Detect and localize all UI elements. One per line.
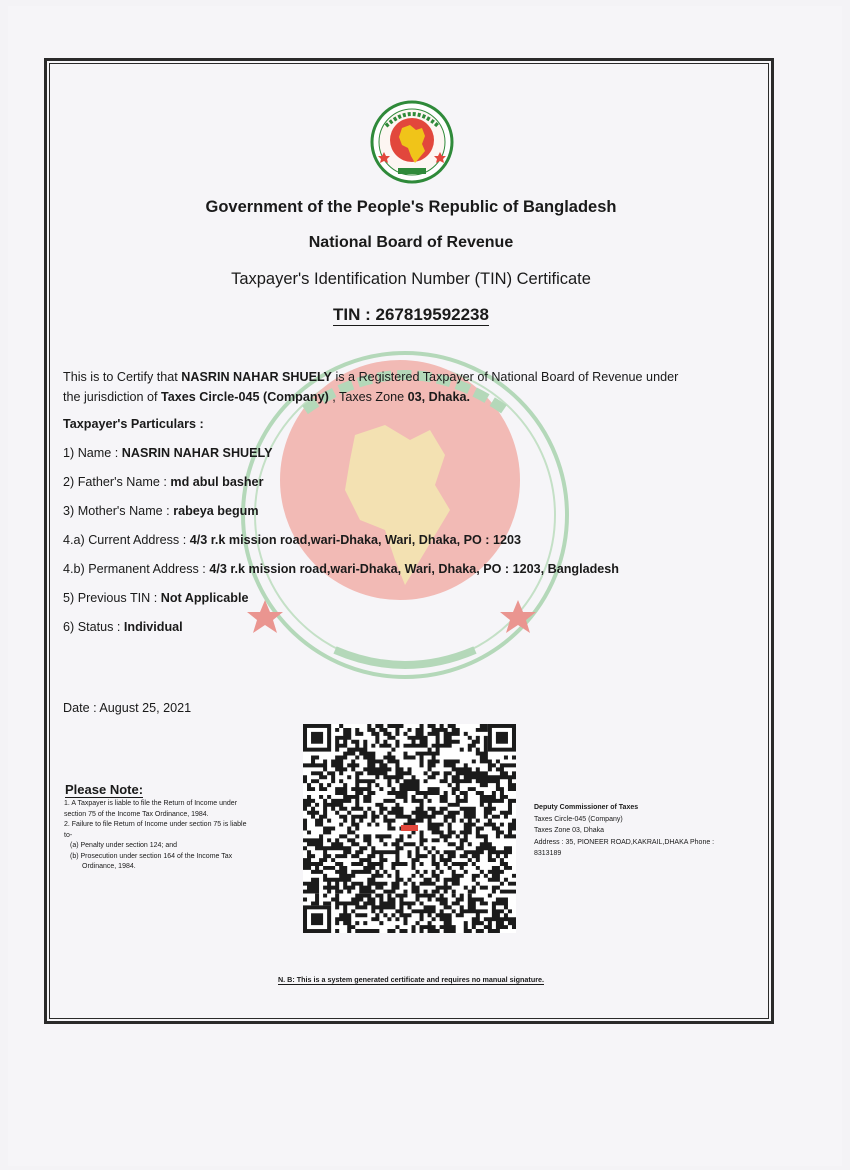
note-line: Ordinance, 1984. <box>82 863 136 870</box>
qr-code <box>303 724 516 933</box>
particular-current-address <box>63 533 521 547</box>
deputy-commissioner-block <box>534 802 764 860</box>
note-line: section 75 of the Income Tax Ordinance, 1984. <box>64 810 209 818</box>
cert-text-3: the jurisdiction of <box>63 390 162 404</box>
cert-text-2: is a Registered Taxpayer of National Board of Revenue under <box>331 370 679 384</box>
particular-value: Individual <box>123 620 183 634</box>
particular-label: 1) Name : <box>63 446 122 460</box>
certification-paragraph <box>63 367 763 407</box>
system-generated-note <box>50 975 772 984</box>
note-line: to- <box>64 831 73 839</box>
officer-zone: Taxes Zone 03, Dhaka <box>534 827 605 834</box>
note-line: 2. Failure to file Return of Income under section 75 is liable <box>64 821 247 828</box>
note-body <box>64 799 294 873</box>
cert-taxes-zone: 03, Dhaka. <box>407 390 470 404</box>
particular-father-name <box>63 475 263 489</box>
particular-label: 3) Mother's Name : <box>63 504 174 518</box>
cert-text-1: This is to Certify that <box>63 370 182 384</box>
particular-value: 4/3 r.k mission road,wari-Dhaka, Wari, Dhaka, PO : 1203, Bangladesh <box>209 562 619 576</box>
particular-previous-tin <box>63 591 248 605</box>
particular-label: 4.b) Permanent Address : <box>63 562 210 576</box>
particulars-heading: Taxpayer's Particulars : <box>63 417 204 431</box>
tin-number-text: TIN : 267819592238 <box>333 305 489 324</box>
cert-text-4: , Taxes Zone <box>328 390 408 404</box>
government-title: Government of the People's Republic of Bangladesh <box>205 198 617 216</box>
particular-mother-name <box>63 504 259 518</box>
particular-value: Not Applicable <box>160 591 249 605</box>
note-line: 1. A Taxpayer is liable to file the Return of Income under <box>64 800 238 807</box>
system-generated-note-text: N. B: This is a system generated certificate and requires no manual signature. <box>277 975 545 984</box>
particular-label: 4.a) Current Address : <box>63 533 190 547</box>
government-seal-logo <box>370 100 454 184</box>
note-line: (b) Prosecution under section 164 of the Income Tax <box>70 852 233 860</box>
note-line: (a) Penalty under section 124; and <box>70 842 178 849</box>
particular-status <box>63 620 183 634</box>
board-title: National Board of Revenue <box>308 234 514 251</box>
issue-date: Date : August 25, 2021 <box>63 701 192 715</box>
particular-value: md abul basher <box>170 475 264 489</box>
note-title: Please Note: <box>65 782 144 797</box>
particular-name <box>63 446 272 460</box>
particular-label: 5) Previous TIN : <box>63 591 161 605</box>
particular-label: 6) Status : <box>63 620 124 634</box>
certificate-title: Taxpayer's Identification Number (TIN) Certificate <box>231 270 591 288</box>
cert-taxes-circle: Taxes Circle-045 (Company) <box>161 390 329 404</box>
particular-value: NASRIN NAHAR SHUELY <box>121 446 273 460</box>
officer-title: Deputy Commissioner of Taxes <box>534 804 639 811</box>
officer-address: Address : 35, PIONEER ROAD,KAKRAIL,DHAKA Phone : <box>534 838 715 846</box>
officer-phone: 8313189 <box>534 850 562 857</box>
tin-number <box>50 305 772 325</box>
particular-value: 4/3 r.k mission road,wari-Dhaka, Wari, Dhaka, PO : 1203 <box>189 533 522 547</box>
cert-taxpayer-name: NASRIN NAHAR SHUELY <box>181 370 332 384</box>
particular-label: 2) Father's Name : <box>63 475 171 489</box>
particular-value: rabeya begum <box>173 504 259 518</box>
officer-circle: Taxes Circle-045 (Company) <box>534 815 623 823</box>
particular-permanent-address <box>63 562 619 576</box>
